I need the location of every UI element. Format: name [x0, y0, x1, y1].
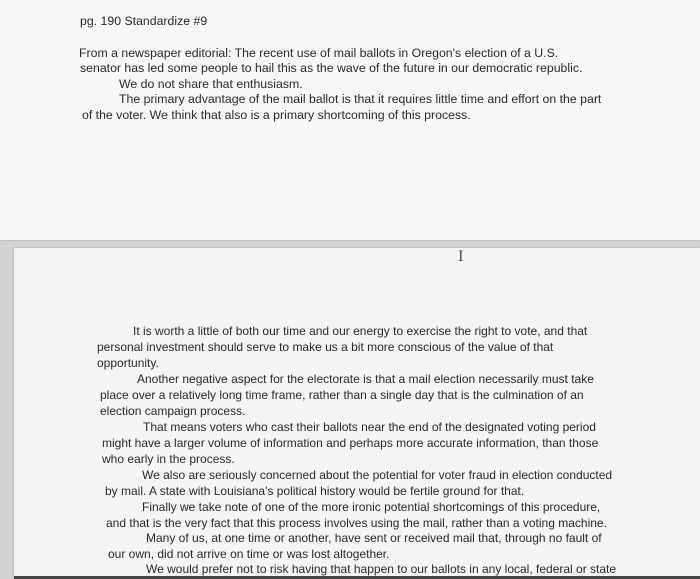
paragraph-line: and that is the very fact that this process involves using the mail, rather than a voting machine. — [106, 516, 607, 530]
paragraph-line: Many of us, at one time or another, have sent or received mail that, through no fault of — [146, 531, 602, 545]
paragraph-line: We also are seriously concerned about the potential for voter fraud in election conducted — [142, 468, 613, 482]
paragraph-line: of the voter. We think that also is a primary shortcoming of this process. — [82, 108, 471, 122]
paragraph-line: senator has led some people to hail this as the wave of the future in our democratic republic. — [80, 61, 583, 75]
paragraph-line: personal investment should serve to make us a bit more conscious of the value of that — [97, 340, 554, 354]
paragraph-line: opportunity. — [97, 356, 159, 370]
document-page-1 — [0, 0, 700, 240]
page-heading: pg. 190 Standardize #9 — [80, 14, 208, 28]
paragraph-line: That means voters who cast their ballots near the end of the designated voting period — [143, 420, 596, 434]
paragraph-line: our own, did not arrive on time or was lost altogether. — [108, 547, 390, 561]
paragraph-line: might have a larger volume of information and perhaps more accurate information, than those — [102, 436, 599, 450]
text-cursor-icon: I — [458, 249, 464, 265]
paragraph-line: Finally we take note of one of the more ironic potential shortcomings of this procedure, — [142, 500, 601, 514]
paragraph-line: Another negative aspect for the electorate is that a mail election necessarily must take — [137, 372, 594, 386]
paragraph-line: It is worth a little of both our time and our energy to exercise the right to vote, and that — [133, 324, 588, 338]
paragraph-line: The primary advantage of the mail ballot is that it requires little time and effort on the part — [119, 92, 602, 106]
paragraph-line: From a newspaper editorial: The recent use of mail ballots in Oregon's election of a U.S. — [79, 46, 559, 60]
paragraph-line: We would prefer not to risk having that happen to our ballots in any local, federal or state — [146, 562, 617, 576]
paragraph-line: election campaign process. — [100, 404, 246, 418]
paragraph-line: place over a relatively long time frame, rather than a single day that is the culmination of an — [100, 388, 584, 402]
paragraph-line: We do not share that enthusiasm. — [119, 77, 303, 91]
paragraph-line: who early in the process. — [102, 452, 235, 466]
paragraph-line: by mail. A state with Louisiana's political history would be fertile ground for that. — [105, 484, 525, 498]
